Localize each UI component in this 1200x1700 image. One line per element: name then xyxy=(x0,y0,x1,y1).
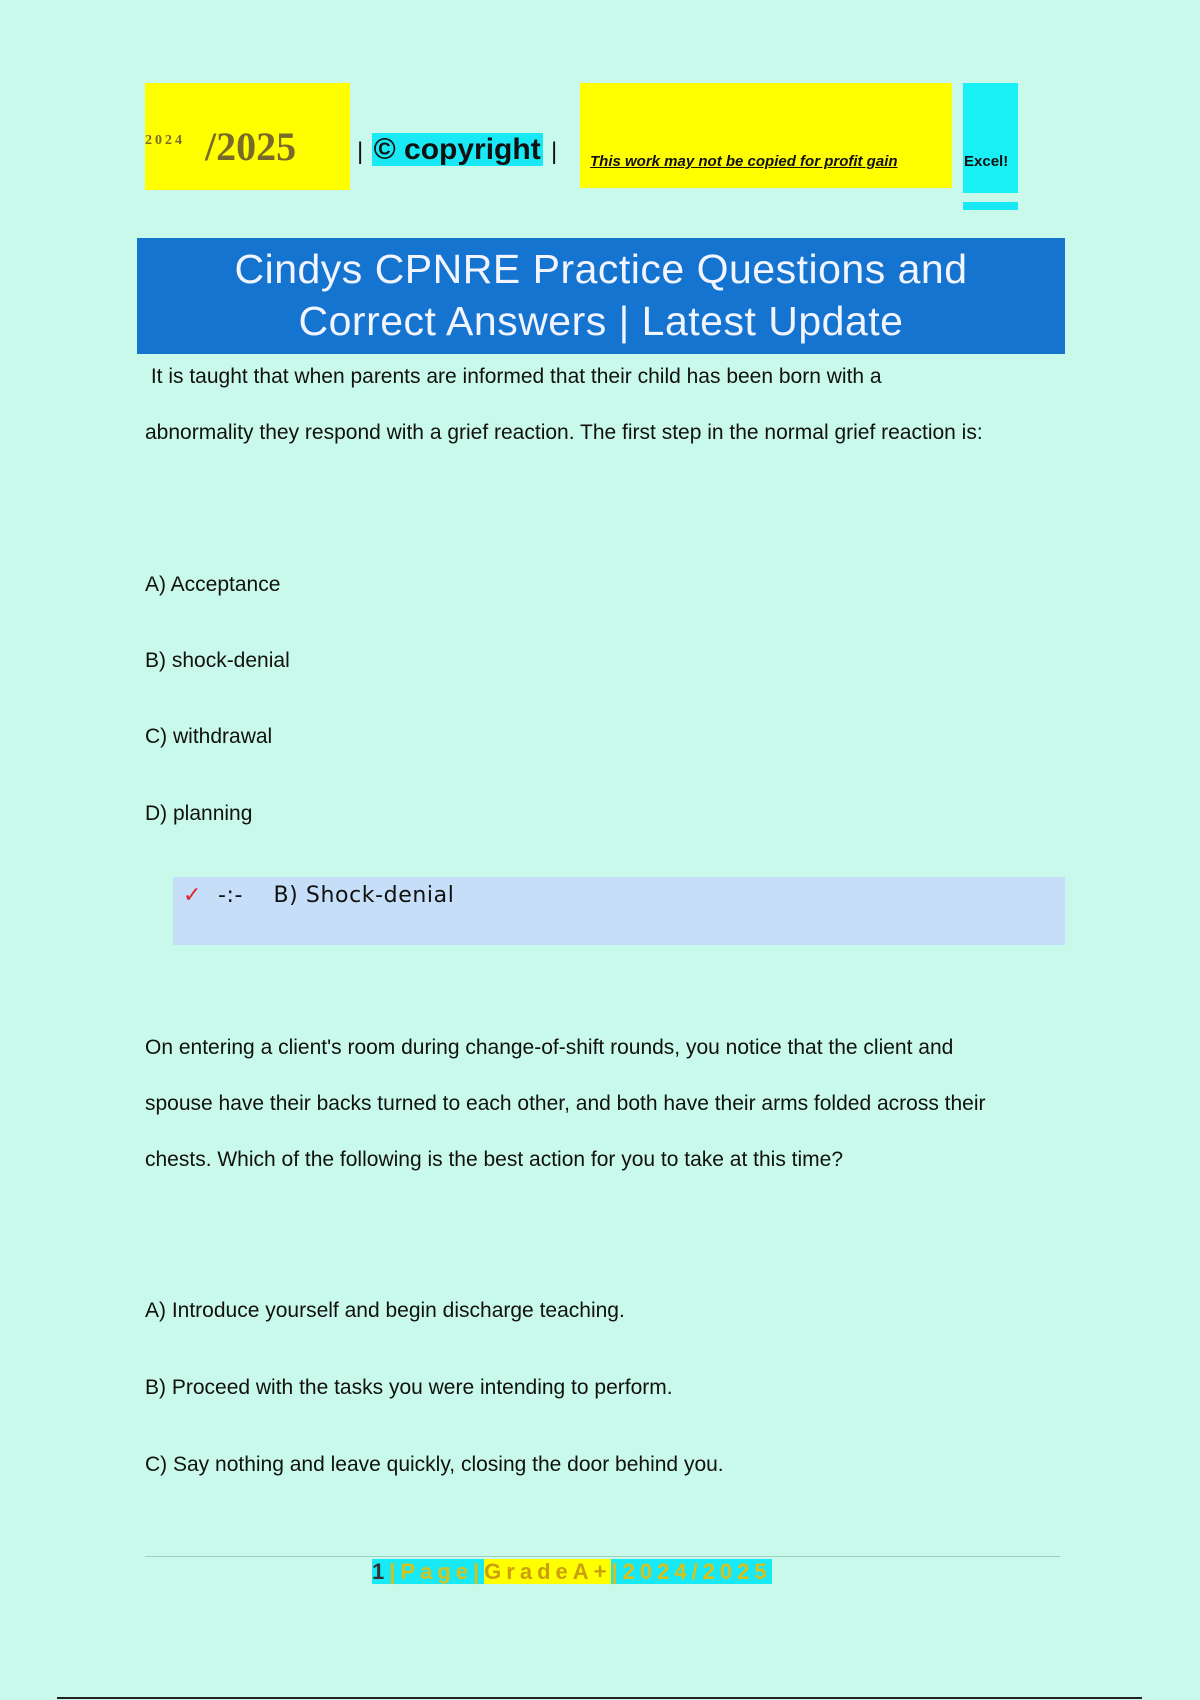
excel-text: Excel! xyxy=(964,153,1009,170)
excel-underline xyxy=(963,202,1018,210)
option-item: A) Introduce yourself and begin discharge teaching. xyxy=(145,1299,625,1322)
page-title xyxy=(137,238,1065,354)
page-footer xyxy=(372,1559,772,1585)
option-item: D) planning xyxy=(145,802,253,825)
excel-badge xyxy=(963,83,1018,193)
copyright-right-bar: | xyxy=(551,138,558,165)
title-line-2: Correct Answers | Latest Update xyxy=(298,298,904,344)
year-small: 2024 xyxy=(145,133,185,148)
copy-notice xyxy=(580,83,952,188)
bottom-divider xyxy=(57,1697,1142,1699)
question-2-line-1: On entering a client's room during change-of-shift rounds, you notice that the client and xyxy=(145,1036,954,1059)
answer-box xyxy=(173,877,1065,945)
question-1-line-1: It is taught that when parents are informed that their child has been born with a xyxy=(145,365,882,388)
page-label: |Page| xyxy=(389,1559,485,1584)
option-item: C) withdrawal xyxy=(145,725,273,748)
question-2-text xyxy=(145,1020,1065,1188)
year-badge xyxy=(145,83,350,190)
option-item: B) shock-denial xyxy=(145,649,290,672)
option-item: B) Proceed with the tasks you were intending to perform. xyxy=(145,1376,673,1399)
footer-year: |2024/2025 xyxy=(611,1559,772,1584)
year-big: /2025 xyxy=(205,124,297,169)
page-number: 1 xyxy=(372,1559,390,1584)
copy-notice-text: This work may not be copied for profit gain xyxy=(590,153,898,170)
option-item: A) Acceptance xyxy=(145,573,281,596)
answer-text: -:- B) Shock-denial xyxy=(218,883,455,908)
copyright-text: © copyright xyxy=(373,133,541,166)
question-1-line-2: abnormality they respond with a grief reaction. The first step in the normal grief reaction is: xyxy=(145,421,983,444)
option-item: C) Say nothing and leave quickly, closing the door behind you. xyxy=(145,1453,724,1476)
copyright-label xyxy=(357,133,557,167)
checkmark-icon: ✓ xyxy=(183,882,202,907)
grade-label: GradeA+ xyxy=(484,1559,612,1584)
question-2-line-3: chests. Which of the following is the best action for you to take at this time? xyxy=(145,1148,844,1171)
question-1-text xyxy=(145,349,1065,461)
copyright-left-bar: | xyxy=(357,138,364,165)
title-line-1: Cindys CPNRE Practice Questions and xyxy=(234,246,968,292)
question-2-line-2: spouse have their backs turned to each other, and both have their arms folded across their xyxy=(145,1092,986,1115)
footer-divider xyxy=(145,1556,1060,1557)
